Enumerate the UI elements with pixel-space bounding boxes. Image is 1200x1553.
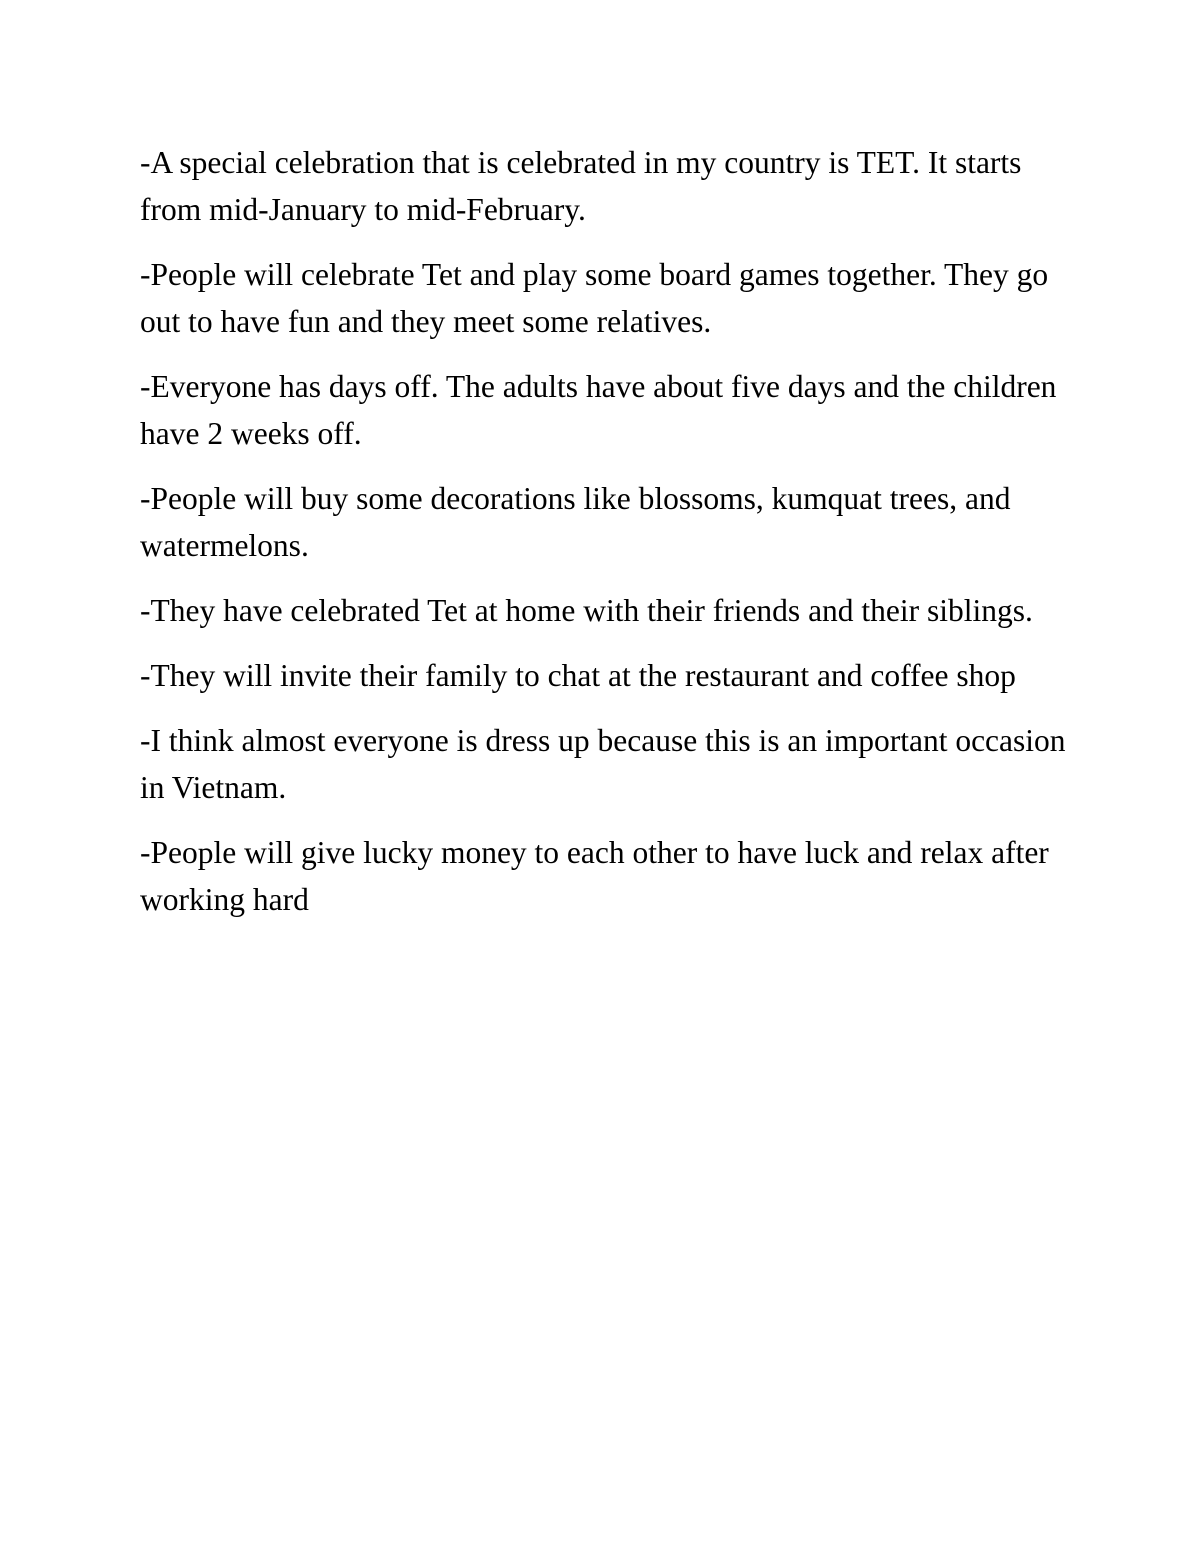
paragraph-8: -People will give lucky money to each other to have luck and relax after working hard [140, 835, 1049, 917]
paragraph-1: -A special celebration that is celebrated in my country is TET. It starts from mid-January to mid-February. [140, 145, 1022, 227]
paragraph-6: -They will invite their family to chat at the restaurant and coffee shop [140, 658, 1016, 693]
paragraph-5: -They have celebrated Tet at home with their friends and their siblings. [140, 593, 1033, 628]
paragraph-4: -People will buy some decorations like blossoms, kumquat trees, and watermelons. [140, 481, 1011, 563]
paragraph-2: -People will celebrate Tet and play some board games together. They go out to have fun and they meet some relatives. [140, 257, 1049, 339]
paragraph-7: -I think almost everyone is dress up because this is an important occasion in Vietnam. [140, 723, 1066, 805]
document-body [140, 139, 1070, 941]
paragraph-3: -Everyone has days off. The adults have about five days and the children have 2 weeks off. [140, 369, 1057, 451]
